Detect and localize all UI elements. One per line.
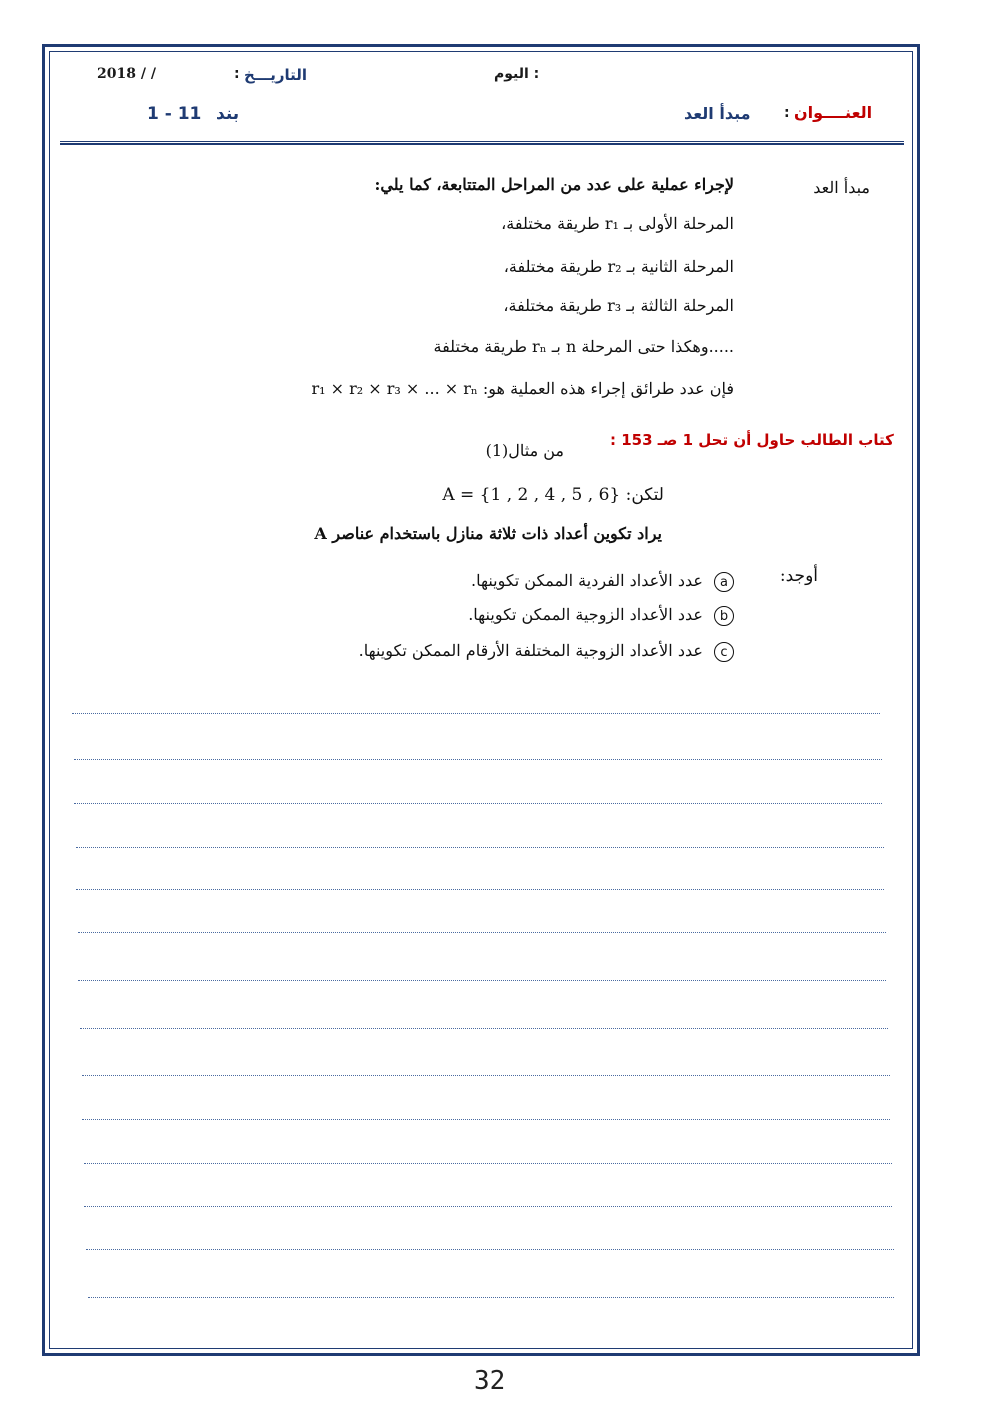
marker-b-icon: b: [714, 606, 734, 626]
answer-line[interactable]: [74, 803, 882, 804]
principle-side-label: مبدأ العد: [813, 178, 870, 197]
find-item-a-text: عدد الأعداد الفردية الممكن تكوينها.: [471, 571, 703, 590]
day-label: اليوم :: [494, 66, 540, 82]
answer-line[interactable]: [78, 932, 886, 933]
principle-line-1: لإجراء عملية على عدد من المراحل المتتابعة، كما يلي:: [374, 175, 734, 194]
principle-line-6: فإن عدد طرائق إجراء هذه العملية هو: r₁ × r₂ × r₃ × ... × rₙ: [311, 379, 734, 398]
principle-line-3: المرحلة الثانية بـ r₂ طريقة مختلفة،: [503, 257, 734, 276]
answer-line[interactable]: [72, 713, 880, 714]
title-label: العنــــوان: [794, 103, 873, 122]
answer-line[interactable]: [84, 1206, 892, 1207]
date-colon: :: [234, 66, 240, 82]
date-label: التاريـــخ: [244, 66, 307, 84]
principle-line-4: المرحلة الثالثة بـ r₃ طريقة مختلفة،: [503, 296, 734, 315]
answer-line[interactable]: [84, 1163, 892, 1164]
marker-a-icon: a: [714, 572, 734, 592]
date-value: 2018 / /: [97, 66, 156, 82]
task-line: يراد تكوين أعداد ذات ثلاثة منازل باستخدام عناصر A: [314, 524, 662, 543]
find-label: أوجد:: [779, 566, 818, 586]
title-colon: :: [784, 105, 790, 121]
principle-line-5: .....وهكذا حتى المرحلة n بـ rₙ طريقة مختلفة: [433, 337, 734, 356]
title-value: مبدأ العد: [684, 104, 751, 123]
answer-line[interactable]: [82, 1119, 890, 1120]
example-ref: من مثال(1): [485, 441, 564, 460]
page-number: 32: [474, 1366, 506, 1396]
marker-c-icon: c: [714, 642, 734, 662]
answer-line[interactable]: [86, 1249, 894, 1250]
find-item-c-text: عدد الأعداد الزوجية المختلفة الأرقام الممكن تكوينها.: [358, 641, 703, 660]
book-note: كتاب الطالب حاول أن تحل 1 صـ 153 :: [610, 431, 894, 449]
answer-line[interactable]: [88, 1297, 894, 1298]
answer-line[interactable]: [82, 1075, 890, 1076]
answer-line[interactable]: [76, 847, 884, 848]
page-frame-inner: [49, 51, 913, 1349]
answer-line[interactable]: [76, 889, 884, 890]
principle-line-2: المرحلة الأولى بـ r₁ طريقة مختلفة،: [501, 214, 734, 233]
set-line: لتكن: A = {1 , 2 , 4 , 5 , 6}: [442, 485, 664, 505]
find-item-b: [468, 605, 734, 626]
find-item-b-text: عدد الأعداد الزوجية الممكن تكوينها.: [468, 605, 703, 624]
section-label: بند: [216, 104, 240, 124]
answer-line[interactable]: [78, 980, 886, 981]
header-divider: [60, 141, 904, 145]
section-value: 1 - 11: [147, 104, 202, 124]
find-item-a: [471, 571, 734, 592]
answer-line[interactable]: [74, 759, 882, 760]
answer-line[interactable]: [80, 1028, 888, 1029]
find-item-c: [359, 641, 734, 662]
